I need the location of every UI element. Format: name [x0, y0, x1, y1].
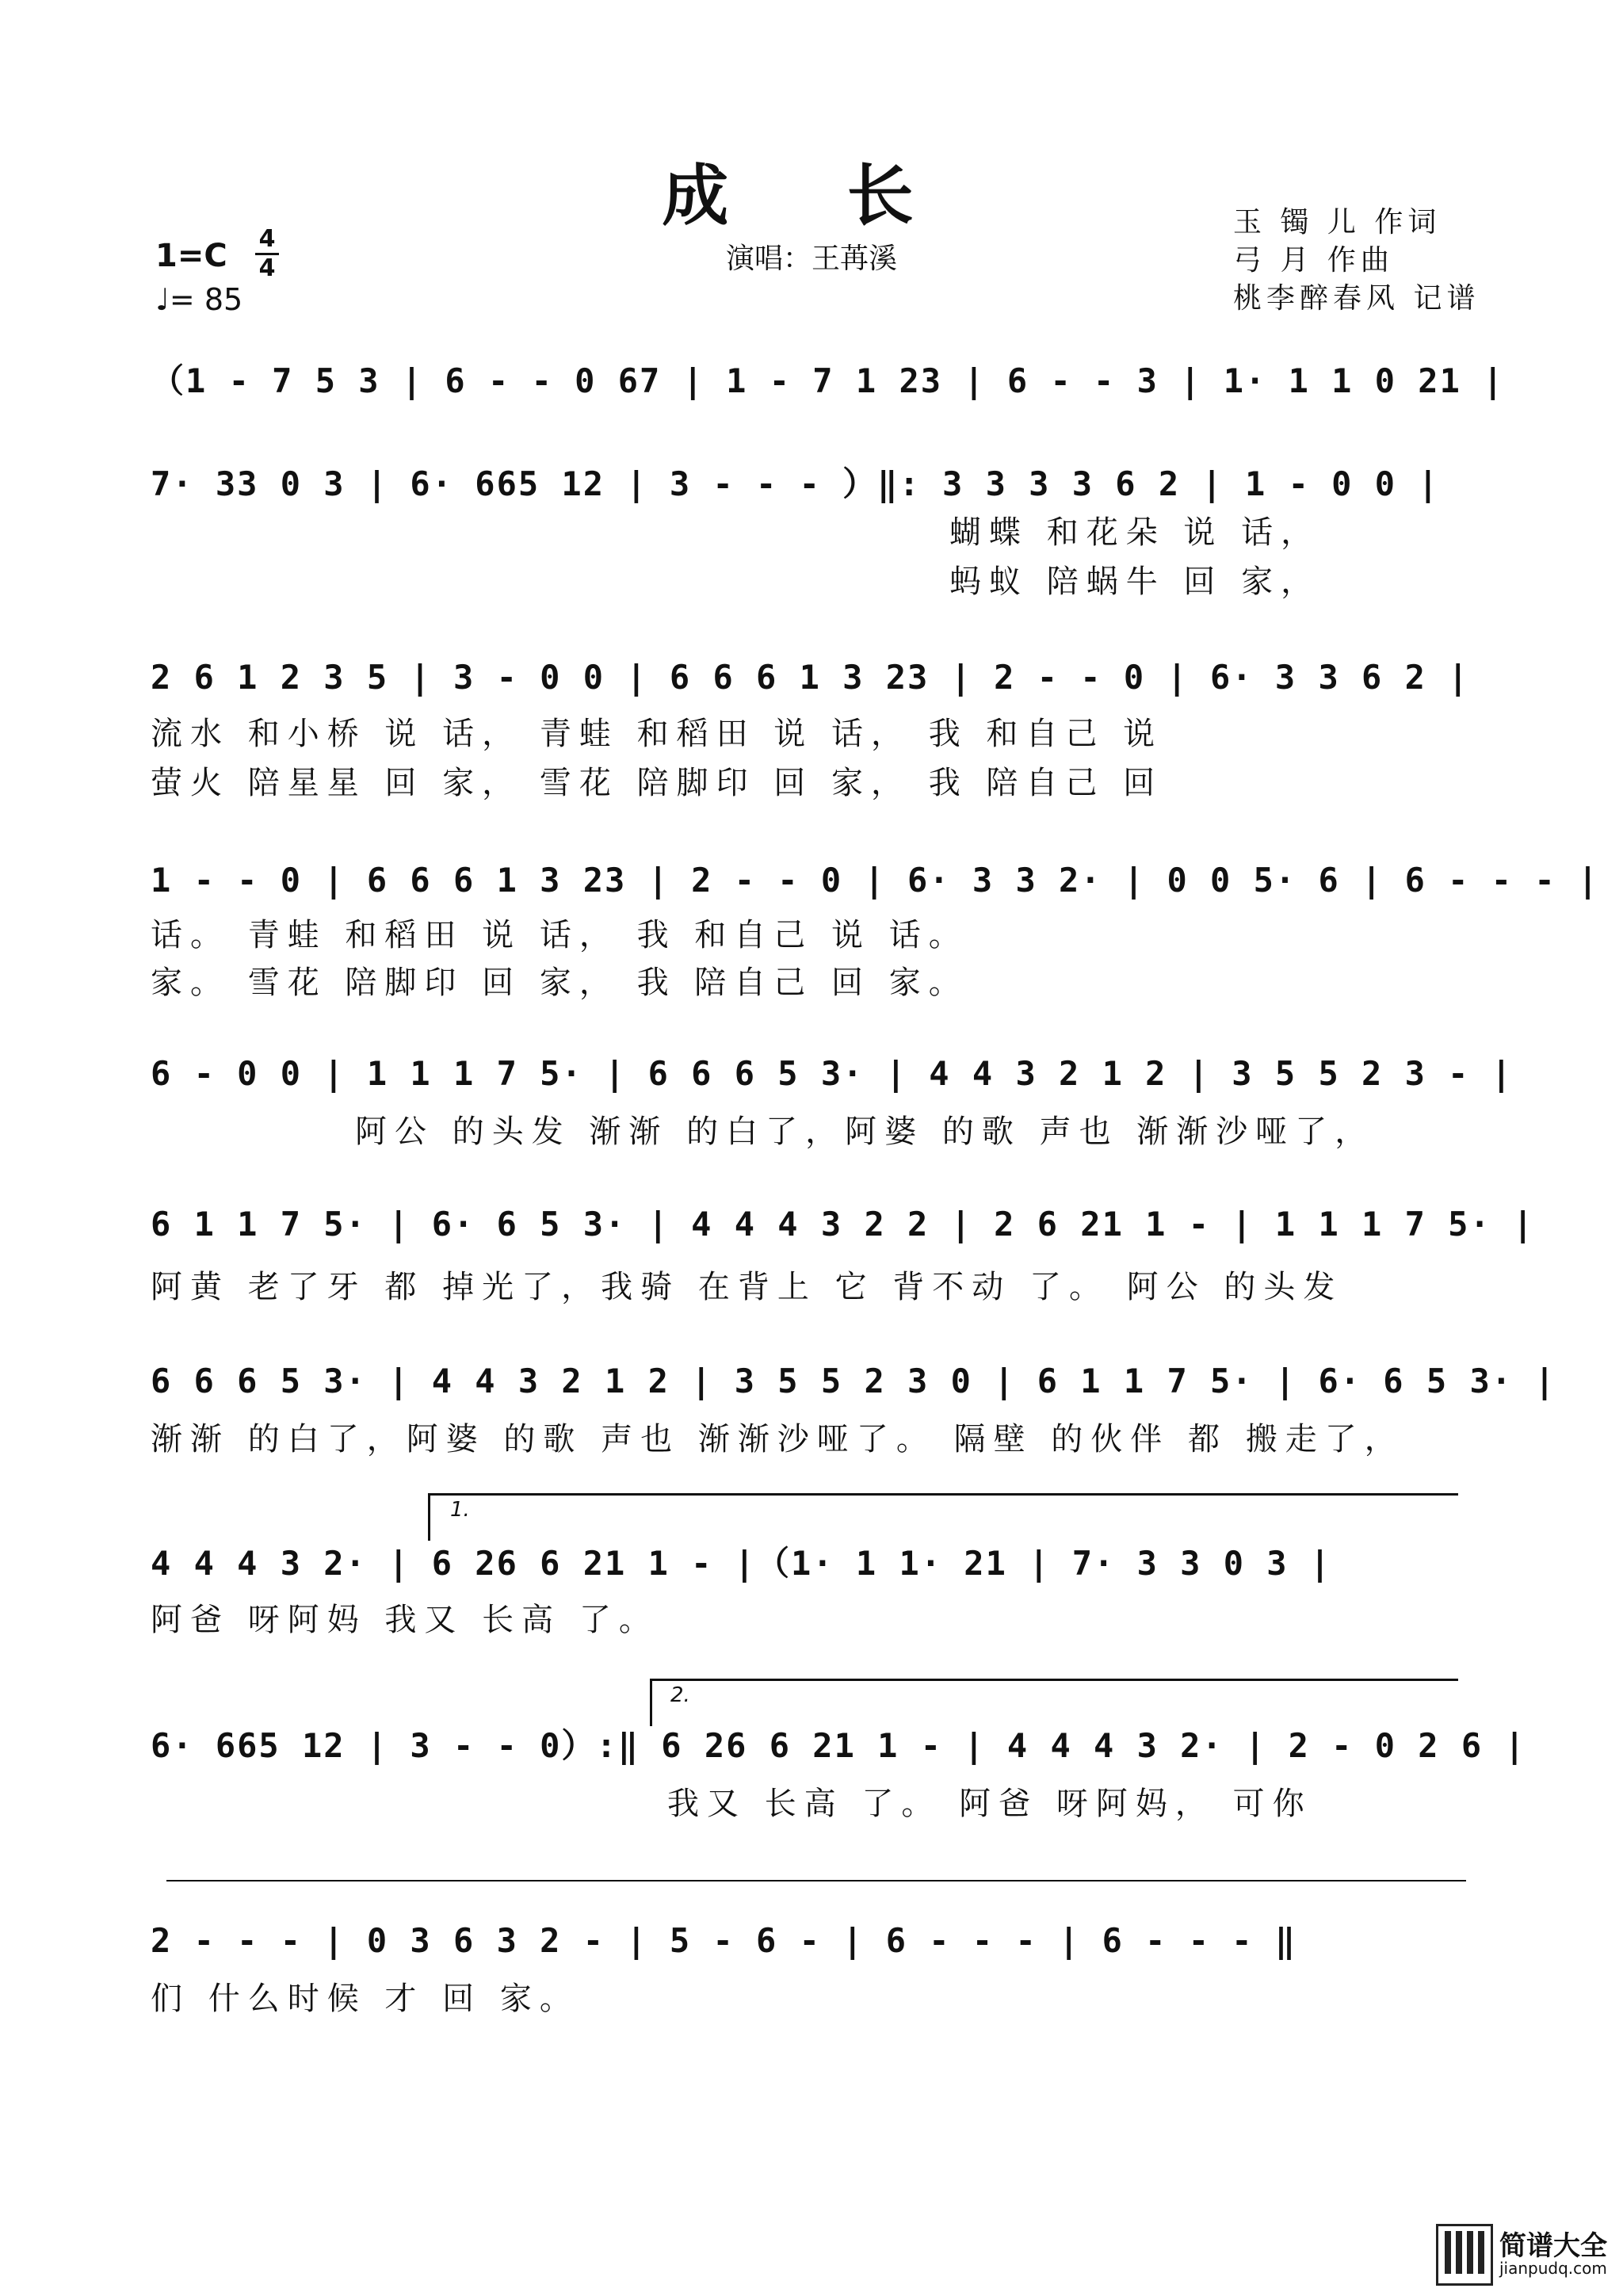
score-row-4: 1 - - 0 | 6 6 6 1 3 23 | 2 - - 0 | 6· 3 3 2· | 0 0 5· 6 | 6 - - - |	[151, 861, 1600, 900]
lyrics-row-7: 渐渐 的白了，阿婆 的歌 声也 渐渐沙哑了。 隔壁 的伙伴 都 搬走了，	[151, 1421, 1404, 1457]
lyrics-row-5: 阿公 的头发 渐渐 的白了，阿婆 的歌 声也 渐渐沙哑了，	[355, 1114, 1375, 1150]
score-row-10: 2 - - - | 0 3 6 3 2 - | 5 - 6 - | 6 - - - | 6 - - - ‖	[151, 1921, 1297, 1960]
lyrics-row-6: 阿黄 老了牙 都 掉光了，我骑 在背上 它 背不动 了。 阿公 的头发	[151, 1269, 1343, 1305]
lyrics-row-2-verse-2: 蚂蚁 陪蜗牛 回 家，	[949, 563, 1321, 600]
watermark-url: jianpudq.com	[1499, 2259, 1607, 2278]
lyricist-credit: 玉 镯 儿 作词	[1233, 206, 1442, 239]
time-signature	[255, 227, 279, 281]
score-row-3: 2 6 1 2 3 5 | 3 - 0 0 | 6 6 6 1 3 23 | 2 - - 0 | 6· 3 3 6 2 |	[151, 658, 1470, 697]
transcriber-credit: 桃李醉春风 记谱	[1233, 282, 1480, 315]
watermark-name: 简谱大全	[1499, 2230, 1607, 2262]
lyrics-row-3-verse-1: 流水 和小桥 说 话， 青蛙 和稻田 说 话， 我 和自己 说	[151, 716, 1163, 752]
lyrics-row-3-verse-2: 萤火 陪星星 回 家， 雪花 陪脚印 回 家， 我 陪自己 回	[151, 765, 1163, 801]
time-signature-bottom: 4	[258, 254, 276, 282]
lyrics-row-8: 阿爸 呀阿妈 我又 长高 了。	[151, 1602, 659, 1638]
lyrics-row-4-verse-1: 话。 青蛙 和稻田 说 话， 我 和自己 说 话。	[151, 917, 968, 953]
volta-1-label: 1.	[450, 1498, 470, 1522]
tempo-marking: ♩= 85	[155, 282, 243, 317]
score-row-6: 6 1 1 7 5· | 6· 6 5 3· | 4 4 4 3 2 2 | 2 6 21 1 - | 1 1 1 7 5· |	[151, 1205, 1535, 1244]
piano-icon	[1436, 2224, 1493, 2286]
score-row-8: 4 4 4 3 2· | 6 26 6 21 1 - |（1· 1 1· 21 | 7· 3 3 0 3 |	[151, 1544, 1332, 1583]
score-row-2: 7· 33 0 3 | 6· 665 12 | 3 - - - ）‖: 3 3 3 3 6 2 | 1 - 0 0 |	[151, 464, 1440, 503]
score-row-9: 6· 665 12 | 3 - - 0）:‖ 6 26 6 21 1 - | 4 4 4 3 2· | 2 - 0 2 6 |	[151, 1726, 1526, 1765]
lyrics-row-2-verse-1: 蝴蝶 和花朵 说 话，	[949, 514, 1321, 551]
score-row-5: 6 - 0 0 | 1 1 1 7 5· | 6 6 6 5 3· | 4 4 3 2 1 2 | 3 5 5 2 3 - |	[151, 1054, 1514, 1093]
lyrics-row-10: 们 什么时候 才 回 家。	[151, 1981, 579, 2017]
lyrics-row-9: 我又 长高 了。 阿爸 呀阿妈， 可你	[667, 1786, 1312, 1822]
site-watermark	[1436, 2224, 1607, 2281]
lyrics-row-4-verse-2: 家。 雪花 陪脚印 回 家， 我 陪自己 回 家。	[151, 965, 968, 1001]
key-signature: 1=C	[155, 238, 227, 274]
score-row-1: （1 - 7 5 3 | 6 - - 0 67 | 1 - 7 1 23 | 6 - - 3 | 1· 1 1 0 21 |	[151, 361, 1505, 400]
volta-2-label: 2.	[670, 1683, 690, 1707]
singer-credit: 演唱：王苒溪	[725, 243, 897, 275]
score-row-7: 6 6 6 5 3· | 4 4 3 2 1 2 | 3 5 5 2 3 0 | 6 1 1 7 5· | 6· 6 5 3· |	[151, 1362, 1556, 1400]
composer-credit: 弓 月 作曲	[1233, 244, 1394, 277]
song-title: 成 长	[662, 156, 961, 235]
time-signature-top: 4	[258, 225, 276, 253]
